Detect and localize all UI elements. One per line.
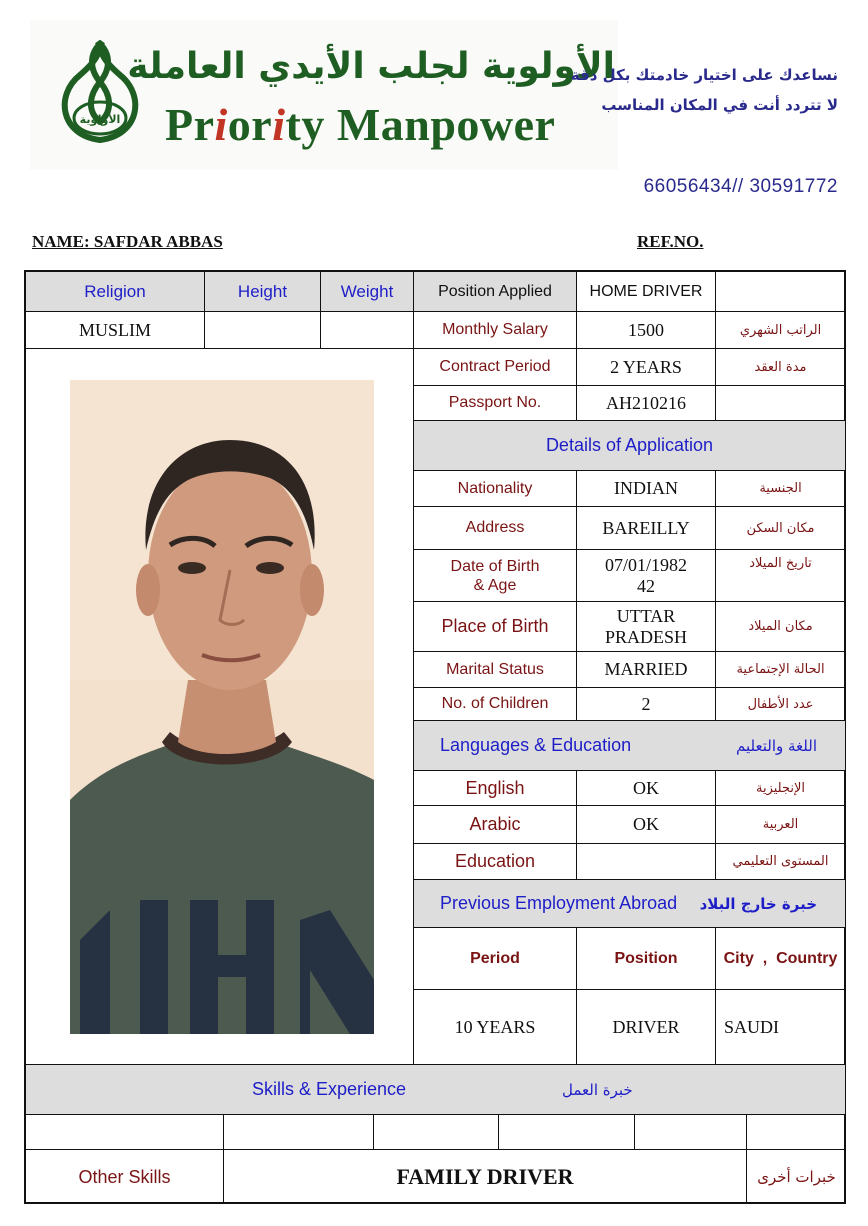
children-value: 2 — [577, 688, 716, 721]
slogan-line-2: لا تتردد أنت في المكان المناسب — [601, 96, 838, 114]
other-skills-label: Other Skills — [26, 1150, 224, 1204]
place-of-birth-line1: UTTAR — [616, 605, 676, 626]
skill-cell — [26, 1115, 224, 1150]
company-name-part: i — [272, 99, 286, 150]
nationality-label: Nationality — [414, 471, 577, 507]
languages-section-title: Languages & Education — [440, 735, 632, 755]
contract-period-value: 2 YEARS — [577, 349, 716, 386]
date-of-birth-label — [414, 550, 577, 602]
religion-value: MUSLIM — [26, 312, 205, 349]
children-label: No. of Children — [414, 688, 577, 721]
english-value: OK — [577, 771, 716, 806]
height-header: Height — [205, 272, 321, 312]
address-arabic: مكان السكن — [716, 507, 846, 550]
place-of-birth-label: Place of Birth — [414, 602, 577, 652]
english-arabic: الإنجليزية — [716, 771, 846, 806]
nationality-arabic: الجنسية — [716, 471, 846, 507]
skill-cell — [499, 1115, 635, 1150]
religion-header: Religion — [26, 272, 205, 312]
passport-no-value: AH210216 — [577, 386, 716, 421]
education-arabic: المستوى التعليمي — [716, 844, 846, 880]
english-label: English — [414, 771, 577, 806]
passport-no-arabic — [716, 386, 846, 421]
monthly-salary-arabic: الراتب الشهري — [716, 312, 846, 349]
company-name-part: i — [214, 99, 228, 150]
reference-number: REF.NO. — [637, 232, 704, 251]
slogan-line-1: نساعدك على اختيار خادمتك بكل دقة — [570, 66, 838, 84]
skills-section — [26, 1065, 846, 1115]
address-value: BAREILLY — [577, 507, 716, 550]
contract-period-arabic: مدة العقد — [716, 349, 846, 386]
arabic-value: OK — [577, 806, 716, 844]
marital-status-label: Marital Status — [414, 652, 577, 688]
employment-city-value: SAUDI — [716, 990, 846, 1065]
age-value: 42 — [637, 575, 655, 596]
phone-numbers: 66056434// 30591772 — [643, 176, 838, 197]
employment-section-title: Previous Employment Abroad — [440, 893, 678, 913]
weight-header: Weight — [321, 272, 414, 312]
monthly-salary-label: Monthly Salary — [414, 312, 577, 349]
dob-label-line2: & Age — [473, 576, 517, 594]
weight-value — [321, 312, 414, 349]
skill-cell — [635, 1115, 747, 1150]
marital-status-value: MARRIED — [577, 652, 716, 688]
education-label: Education — [414, 844, 577, 880]
skills-section-title: Skills & Experience — [252, 1079, 407, 1099]
place-of-birth-line2: PRADESH — [604, 626, 688, 647]
application-form — [24, 270, 846, 1204]
dob-value: 07/01/1982 — [604, 554, 687, 575]
nationality-value: INDIAN — [577, 471, 716, 507]
position-applied-value: HOME DRIVER — [577, 272, 716, 312]
company-name-part: Pr — [165, 99, 215, 150]
other-skills-arabic: خبرات أخرى — [757, 1168, 836, 1186]
passport-no-label: Passport No. — [414, 386, 577, 421]
height-value — [205, 312, 321, 349]
address-label: Address — [414, 507, 577, 550]
marital-status-arabic: الحالة الإجتماعية — [716, 652, 846, 688]
place-of-birth-value — [577, 602, 716, 652]
position-applied-label: Position Applied — [414, 272, 577, 312]
applicant-photo — [70, 380, 374, 1034]
company-name-part: or — [227, 99, 273, 150]
date-of-birth-arabic: تاريخ الميلاد — [716, 550, 846, 602]
employment-position-header: Position — [577, 928, 716, 990]
arabic-label: Arabic — [414, 806, 577, 844]
employment-section — [414, 880, 846, 928]
date-of-birth-value — [577, 550, 716, 602]
skill-cell — [224, 1115, 374, 1150]
employment-period-header: Period — [414, 928, 577, 990]
company-name-arabic: الأولوية لجلب الأيدي العاملة — [127, 46, 615, 87]
children-arabic: عدد الأطفال — [716, 688, 846, 721]
empty-cell — [716, 272, 846, 312]
employment-section-title-arabic: خبرة خارج البلاد — [699, 894, 817, 913]
applicant-name: NAME: SAFDAR ABBAS — [32, 232, 223, 251]
details-section-title: Details of Application — [414, 421, 846, 471]
monthly-salary-value: 1500 — [577, 312, 716, 349]
employment-city-header: City , Country — [716, 928, 846, 990]
employment-position-value: DRIVER — [577, 990, 716, 1065]
slogan — [570, 60, 838, 120]
other-skills-value: FAMILY DRIVER — [224, 1150, 747, 1204]
languages-section — [414, 721, 846, 771]
skill-cell — [374, 1115, 499, 1150]
dob-label-line1: Date of Birth — [450, 557, 540, 575]
arabic-arabic: العربية — [716, 806, 846, 844]
employment-period-value: 10 YEARS — [414, 990, 577, 1065]
skill-cell — [747, 1115, 846, 1150]
company-name-english — [165, 98, 555, 151]
emblem-text: الأولوية — [79, 113, 121, 126]
languages-section-title-arabic: اللغة والتعليم — [736, 736, 817, 755]
company-name-part: ty Manpower — [285, 99, 556, 150]
education-value — [577, 844, 716, 880]
place-of-birth-arabic: مكان الميلاد — [716, 602, 846, 652]
contract-period-label: Contract Period — [414, 349, 577, 386]
skills-section-title-arabic: خبرة العمل — [562, 1080, 633, 1099]
